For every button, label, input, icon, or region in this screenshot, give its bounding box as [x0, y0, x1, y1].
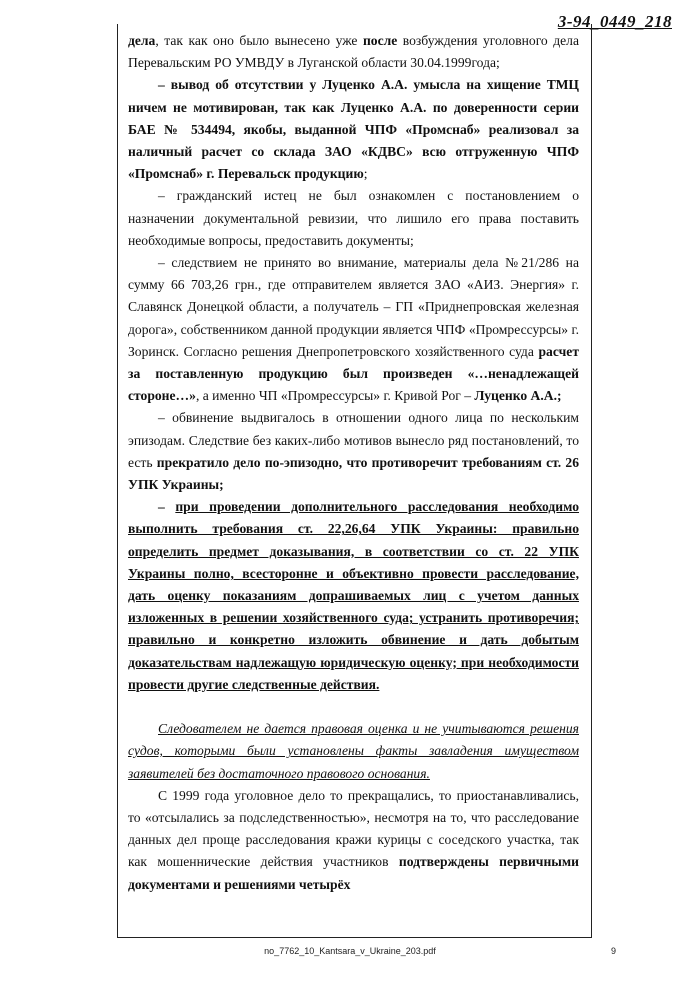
text-bold: подтверждены первичными документами и решениями четырёх [128, 854, 579, 892]
paragraph-1 [128, 30, 579, 74]
text: , а именно ЧП «Промрессурсы» г. Кривой Рог – [195, 388, 475, 404]
page-number: 9 [611, 946, 617, 956]
text-bold: после [362, 33, 398, 48]
text: ; [363, 166, 368, 182]
spacer [128, 696, 579, 718]
text-bold: расчет за поставленную продукцию был произведен «…ненадлежащей стороне…» [128, 343, 579, 404]
paragraph-8 [128, 785, 579, 896]
text: – следствием не принято во внимание, материалы дела №21/286 на сумму 66 703,26 грн., где отправителем является ЗАО «АИЗ. Энергия» г. Славянск Донецкой области, а получатель – ГП «Приднепровская железная дорога», собственником данной продукции является ЧПФ «Промрессурсы» г. Зоринск. Согласно решения Днепропетровского хозяйственного суда [128, 255, 579, 359]
document-code: 3-94_0449_218 [557, 12, 672, 31]
text-bold: – [158, 499, 176, 515]
paragraph-6 [128, 496, 579, 696]
text: возбуждения уголовного дела Перевальским РО УМВДУ в Луганской области 30.04.1999года; [128, 33, 580, 71]
text-bold: прекратило дело по-эпизодно, что противоречит требованиям ст. 26 УПК Украины; [128, 454, 579, 493]
paragraph-2 [128, 74, 579, 185]
text-bold: дела [128, 33, 156, 48]
text: С 1999 года уголовное дело то прекращались, то приостанавливались, то «отсылались за подследственностью», несмотря на то, что расследование данных дел проще расследования кражи курицы с соседского участка, так как мошеннические действия участников [128, 787, 579, 870]
text-bold: Луценко А.А.; [474, 388, 562, 404]
paragraph-5 [128, 407, 579, 496]
paragraph-7: Следователем не дается правовая оценка и не учитываются решения судов, которыми были установлены факты завладения имуществом заявителей без достаточного правового основания. [128, 721, 579, 781]
footer-filename: no_7762_10_Kantsara_v_Ukraine_203.pdf [264, 946, 436, 956]
paragraph-4 [128, 252, 579, 407]
text: – обвинение выдвигалось в отношении одного лица по нескольким эпизодам. Следствие без каких-либо мотивов вынесло ряд постановлений, то есть [128, 410, 579, 470]
document-body [128, 30, 579, 896]
text-bold: – вывод об отсутствии у Луценко А.А. умысла на хищение ТМЦ ничем не мотивирован, так как Луценко А.А. по доверенности серии БАЕ № 534494, якобы, выданной ЧПФ «Промснаб» реализовал за наличный расчет со склада ЗАО «КДВС» всю отгруженную ЧПФ «Промснаб» г. Перевальск продукцию [128, 77, 579, 182]
text-bold-underlined: при проведении дополнительного расследования необходимо выполнить требования ст. 22,26,64 УПК Украины: правильно определить предмет доказывания, в соответствии со ст. 22 УПК Украины полно, всесторонне и объективно провести расследование, дать оценку показаниям допрашиваемых лиц с учетом данных изложенных в решении хозяйственного суда; устранить противоречия; правильно и конкретно изложить обвинение и дать добытым доказательствам надлежащую юридическую оценку; при необходимости провести другие следственные действия. [128, 499, 579, 692]
text: , так как оно было вынесено уже [155, 33, 363, 48]
paragraph-3: – гражданский истец не был ознакомлен с постановлением о назначении документальной ревизии, что лишило его права поставить необходимые вопросы, предоставить документы; [128, 188, 579, 248]
